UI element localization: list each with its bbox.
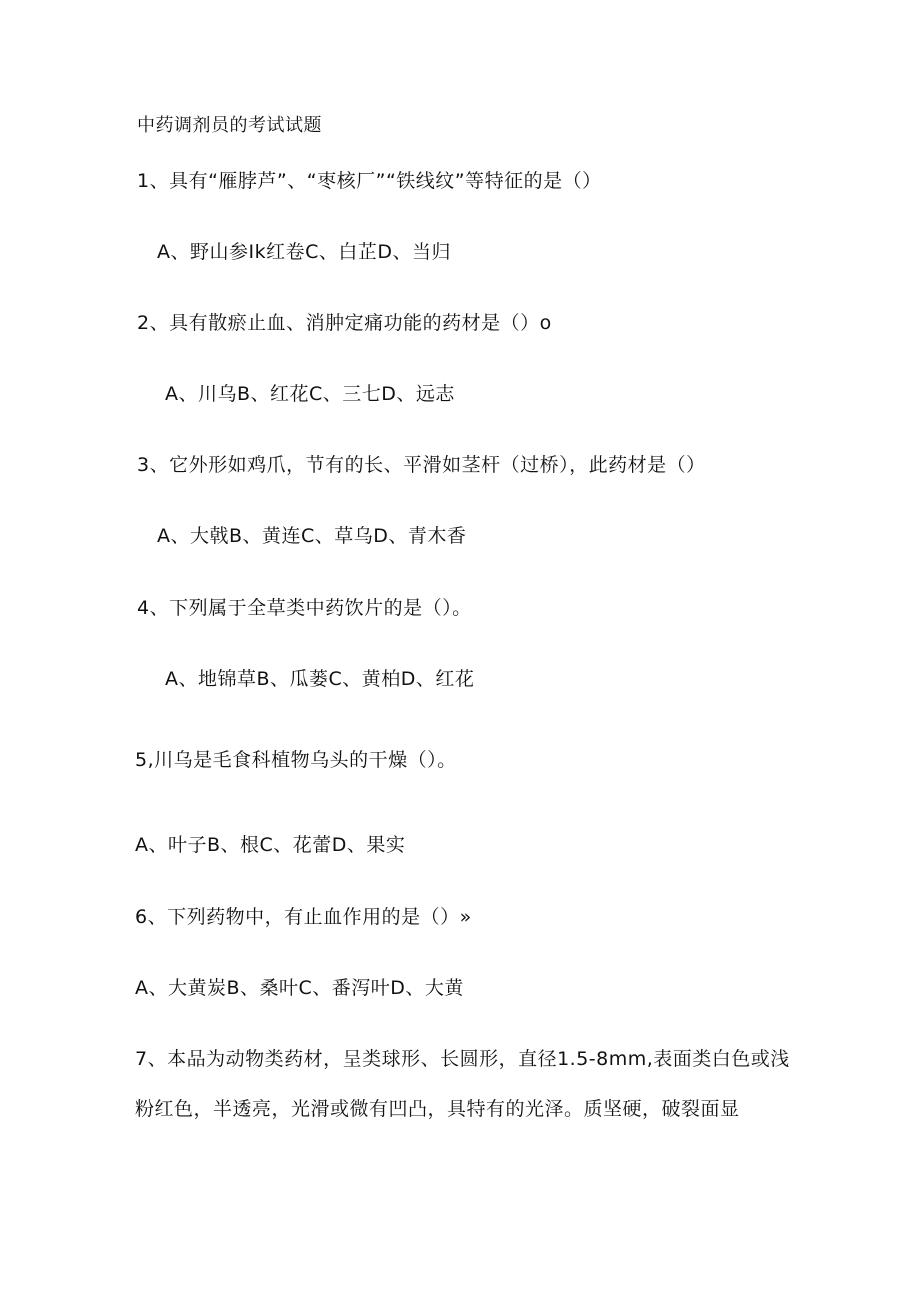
- question-2-options: A、川乌B、红花C、三七D、远志: [165, 383, 455, 405]
- question-6-stem: 6、下列药物中，有止血作用的是（）»: [135, 906, 472, 928]
- question-1-options: A、野山参Ik红卷C、白芷D、当归: [157, 241, 452, 263]
- question-4-options: A、地锦草B、瓜蒌C、黄柏D、红花: [165, 668, 475, 690]
- question-5-options: A、叶子B、根C、花蕾D、果实: [135, 834, 406, 856]
- question-3-stem: 3、它外形如鸡爪，节有的长、平滑如茎杆（过桥），此药材是（）: [137, 454, 706, 476]
- document-title: 中药调剂员的考试试题: [137, 115, 322, 136]
- question-4-stem: 4、下列属于全草类中药饮片的是（）。: [137, 597, 472, 619]
- question-5-stem: 5,川乌是毛食科植物乌头的干燥（）。: [135, 749, 457, 771]
- question-3-options: A、大戟B、黄连C、草乌D、青木香: [157, 525, 467, 547]
- question-7-stem-line-2: 粉红色，半透亮，光滑或微有凹凸，具特有的光泽。质坚硬，破裂面显: [135, 1098, 740, 1120]
- question-2-stem: 2、具有散瘀止血、消肿定痛功能的药材是（）o: [137, 312, 552, 334]
- question-1-stem: 1、具有“雁脖芦”、“枣核厂”“铁线纹”等特征的是（）: [137, 170, 602, 192]
- question-7-stem-line-1: 7、本品为动物类药材，呈类球形、长圆形，直径1.5-8mm,表面类白色或浅: [135, 1048, 790, 1070]
- question-6-options: A、大黄炭B、桑叶C、番泻叶D、大黄: [135, 977, 464, 999]
